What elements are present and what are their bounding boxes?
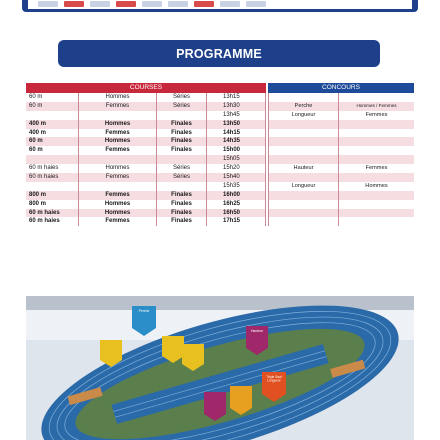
cell-heure: 15h35 xyxy=(206,182,266,191)
cell-tour xyxy=(156,155,206,164)
cell-tour: Séries xyxy=(156,93,206,102)
concours-row xyxy=(268,120,414,129)
cell-epreuve xyxy=(268,120,338,129)
cell-heure: 15h00 xyxy=(206,146,266,155)
concours-row xyxy=(268,137,414,146)
cell-epreuve: Longueur xyxy=(268,111,338,120)
courses-row xyxy=(26,200,266,209)
cell-categorie: Femmes xyxy=(78,217,156,226)
cell-epreuve xyxy=(26,111,78,120)
concours-row xyxy=(268,191,414,200)
cell-heure: 15h20 xyxy=(206,164,266,173)
concours-row xyxy=(268,155,414,164)
cell-categorie: Femmes xyxy=(338,164,414,173)
courses-row xyxy=(26,120,266,129)
cell-epreuve xyxy=(268,93,338,102)
cell-tour: Séries xyxy=(156,102,206,111)
courses-row xyxy=(26,191,266,200)
courses-row xyxy=(26,155,266,164)
cell-categorie: Femmes xyxy=(78,129,156,138)
sponsor-logo xyxy=(194,1,214,7)
cell-epreuve: Perche xyxy=(268,102,338,111)
cell-categorie xyxy=(78,111,156,120)
cell-categorie: Hommes xyxy=(78,137,156,146)
cell-categorie xyxy=(338,146,414,155)
cell-categorie: Femmes xyxy=(78,191,156,200)
pin-label-line: Triple Saut xyxy=(266,375,282,379)
cell-heure: 13h50 xyxy=(206,120,266,129)
cell-tour: Finales xyxy=(156,137,206,146)
concours-row xyxy=(268,129,414,138)
cell-heure: 17h15 xyxy=(206,217,266,226)
cell-epreuve: 60 m haies xyxy=(29,209,60,216)
cell-categorie: Hommes / Femmes xyxy=(338,102,414,111)
schedule-tables xyxy=(26,83,414,273)
cell-heure: 15h05 xyxy=(206,155,266,164)
courses-row xyxy=(26,173,266,182)
courses-row xyxy=(26,164,266,173)
concours-row xyxy=(268,182,414,191)
cell-categorie xyxy=(338,217,414,226)
pin-label-hauteur: Hauteur xyxy=(250,329,264,333)
concours-table xyxy=(266,83,414,226)
cell-epreuve xyxy=(268,146,338,155)
cell-epreuve xyxy=(268,173,338,182)
cell-categorie: Hommes xyxy=(78,93,156,102)
cell-categorie xyxy=(338,129,414,138)
cell-categorie: Femmes xyxy=(78,173,156,182)
cell-categorie xyxy=(338,93,414,102)
cell-categorie: Femmes xyxy=(338,111,414,120)
concours-row xyxy=(268,146,414,155)
courses-row xyxy=(26,102,266,111)
cell-heure: 13h15 xyxy=(206,93,266,102)
sponsor-logo xyxy=(64,1,84,7)
cell-epreuve: 60 m haies xyxy=(29,174,59,181)
cell-tour xyxy=(156,111,206,120)
cell-heure: 16h50 xyxy=(206,209,266,218)
cell-epreuve: 60 m xyxy=(29,138,43,145)
cell-tour: Finales xyxy=(156,200,206,209)
cell-categorie: Femmes xyxy=(78,146,156,155)
courses-row xyxy=(26,129,266,138)
courses-row xyxy=(26,146,266,155)
sponsor-logo xyxy=(168,1,188,7)
cell-heure: 15h40 xyxy=(206,173,266,182)
pin-label-perche: Perche xyxy=(138,309,150,313)
courses-row xyxy=(26,217,266,226)
sponsor-logo xyxy=(246,1,266,7)
cell-epreuve: 800 m xyxy=(29,191,47,198)
concours-row xyxy=(268,209,414,218)
sponsor-logos xyxy=(28,0,412,9)
cell-epreuve: 60 m haies xyxy=(29,165,59,172)
cell-tour: Finales xyxy=(156,129,206,138)
cell-epreuve xyxy=(268,129,338,138)
concours-row xyxy=(268,111,414,120)
cell-epreuve: Longueur xyxy=(268,182,338,191)
cell-epreuve xyxy=(268,209,338,218)
courses-row xyxy=(26,93,266,102)
cell-epreuve xyxy=(268,137,338,146)
cell-tour: Finales xyxy=(156,120,206,129)
cell-epreuve: 60 m xyxy=(29,102,43,109)
cell-categorie xyxy=(338,191,414,200)
sponsor-logo xyxy=(220,1,240,7)
cell-epreuve xyxy=(26,182,78,191)
sponsor-strip xyxy=(22,0,418,12)
courses-row xyxy=(26,182,266,191)
cell-epreuve xyxy=(268,217,338,226)
cell-epreuve xyxy=(268,155,338,164)
courses-header: COURSES xyxy=(26,83,266,93)
cell-categorie: Hommes xyxy=(78,209,156,218)
stadium-map xyxy=(26,296,414,440)
sponsor-logo xyxy=(116,1,136,7)
pin-label-line: Longueur xyxy=(267,378,281,383)
cell-tour: Finales xyxy=(156,209,206,218)
cell-epreuve: 800 m xyxy=(29,200,47,207)
cell-tour: Finales xyxy=(156,217,206,226)
cell-epreuve: 400 m xyxy=(29,120,47,127)
cell-tour: Finales xyxy=(156,191,206,200)
cell-epreuve: 60 m xyxy=(29,94,43,100)
cell-categorie: Hommes xyxy=(78,164,156,173)
cell-categorie xyxy=(338,120,414,129)
cell-tour xyxy=(156,182,206,191)
cell-tour: Séries xyxy=(156,173,206,182)
cell-heure: 13h45 xyxy=(206,111,266,120)
cell-tour: Finales xyxy=(156,146,206,155)
concours-row xyxy=(268,93,414,102)
concours-row xyxy=(268,217,414,226)
cell-categorie xyxy=(338,200,414,209)
cell-categorie: Hommes xyxy=(78,200,156,209)
cell-epreuve xyxy=(268,200,338,209)
cell-epreuve: 60 m xyxy=(29,147,43,154)
cell-categorie: Femmes xyxy=(78,102,156,111)
concours-body xyxy=(266,93,414,226)
cell-categorie xyxy=(338,137,414,146)
cell-categorie xyxy=(78,155,156,164)
page-title: PROGRAMME xyxy=(58,40,380,67)
courses-body xyxy=(26,93,266,226)
cell-heure: 16h25 xyxy=(206,200,266,209)
cell-categorie xyxy=(338,155,414,164)
concours-row xyxy=(268,102,414,111)
concours-header: CONCOURS xyxy=(268,83,414,93)
cell-categorie xyxy=(338,173,414,182)
cell-heure: 14h15 xyxy=(206,129,266,138)
cell-epreuve: 400 m xyxy=(29,129,47,136)
concours-row xyxy=(268,200,414,209)
cell-categorie: Hommes xyxy=(78,120,156,129)
sponsor-logo xyxy=(142,1,162,7)
stadium-illustration xyxy=(26,296,414,440)
stands-roof xyxy=(26,296,414,310)
courses-table xyxy=(26,83,266,226)
sponsor-logo xyxy=(90,1,110,7)
cell-epreuve xyxy=(26,155,78,164)
cell-categorie: Hommes xyxy=(338,182,414,191)
courses-row xyxy=(26,209,266,218)
concours-row xyxy=(268,164,414,173)
cell-epreuve: 60 m haies xyxy=(29,218,60,225)
sponsor-logo xyxy=(38,1,58,7)
cell-categorie xyxy=(338,209,414,218)
cell-epreuve: Hauteur xyxy=(268,164,338,173)
cell-epreuve xyxy=(268,191,338,200)
concours-row xyxy=(268,173,414,182)
courses-row xyxy=(26,137,266,146)
cell-heure: 13h30 xyxy=(206,102,266,111)
cell-tour: Séries xyxy=(156,164,206,173)
cell-categorie xyxy=(78,182,156,191)
pin-label-longueur xyxy=(266,375,281,383)
courses-row xyxy=(26,111,266,120)
cell-heure: 16h00 xyxy=(206,191,266,200)
cell-heure: 14h35 xyxy=(206,137,266,146)
